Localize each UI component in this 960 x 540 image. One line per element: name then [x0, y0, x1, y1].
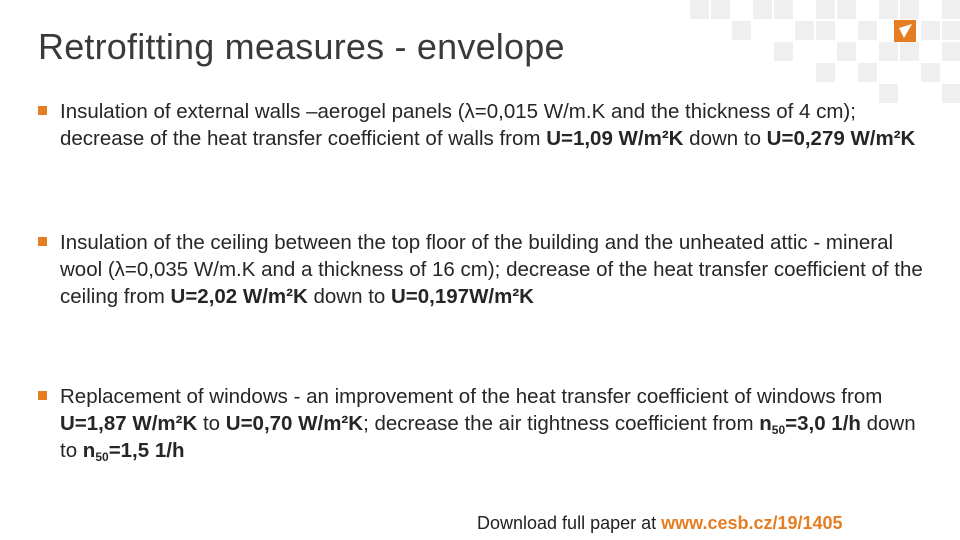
decorative-square-pattern	[690, 0, 960, 110]
bullet-item	[38, 383, 923, 464]
decorative-square	[942, 42, 960, 61]
decorative-square	[858, 63, 877, 82]
decorative-square	[816, 21, 835, 40]
decorative-square	[690, 0, 709, 19]
bullet-item	[38, 98, 923, 152]
bullet-item	[38, 229, 923, 310]
decorative-square	[879, 0, 898, 19]
decorative-square	[921, 63, 940, 82]
decorative-square	[753, 0, 772, 19]
bullet-text: Replacement of windows - an improvement of the heat transfer coefficient of windows from U=1,87 W/m²K to U=0,70 W/m²K; decrease the air tightness coefficient from $n_{50}=3,0$ 1/h down to $n_{50}=1,5$ 1/h	[60, 385, 916, 464]
decorative-square	[942, 0, 960, 19]
decorative-square	[900, 0, 919, 19]
decorative-square	[900, 42, 919, 61]
decorative-square	[711, 0, 730, 19]
bullet-square-icon	[38, 391, 47, 400]
decorative-square	[816, 63, 835, 82]
decorative-square	[774, 42, 793, 61]
bullet-text: Insulation of external walls –aerogel panels (λ=0,015 W/m.K and the thickness of 4 cm); decrease of the heat transfer coefficient of walls from U=1,09 W/m²K down to U=0,279 W/m²K	[60, 100, 916, 150]
decorative-square	[837, 42, 856, 61]
decorative-square	[837, 0, 856, 19]
footer-text: Download full paper at	[477, 513, 662, 533]
footer-download-note	[477, 513, 843, 534]
logo-icon	[894, 20, 916, 42]
bullet-text: Insulation of the ceiling between the top floor of the building and the unheated attic - mineral wool (λ=0,035 W/m.K and a thickness of 16 cm); decrease of the heat transfer coefficient of the ceiling from U=2,02 W/m²K down to U=0,197W/m²K	[60, 231, 923, 308]
decorative-square	[942, 21, 960, 40]
decorative-square	[879, 42, 898, 61]
slide-title: Retrofitting measures - envelope	[38, 26, 565, 67]
decorative-square	[732, 21, 751, 40]
decorative-square	[816, 0, 835, 19]
paper-link[interactable]: www.cesb.cz/19/1405	[661, 513, 843, 533]
bullet-square-icon	[38, 106, 47, 115]
triangle-flag-icon	[894, 20, 916, 42]
decorative-square	[774, 0, 793, 19]
decorative-square	[795, 21, 814, 40]
decorative-square	[942, 84, 960, 103]
decorative-square	[858, 21, 877, 40]
decorative-square	[921, 21, 940, 40]
bullet-square-icon	[38, 237, 47, 246]
